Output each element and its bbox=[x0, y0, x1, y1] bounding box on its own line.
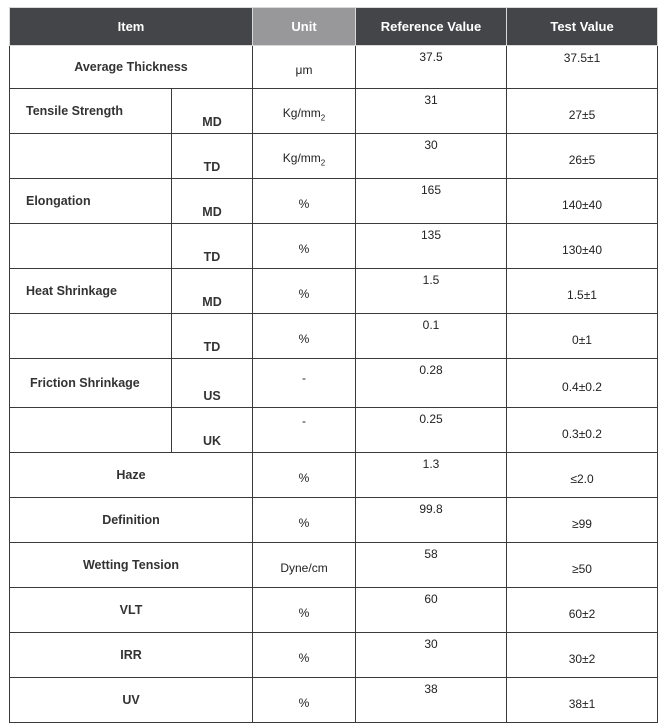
table-row bbox=[10, 134, 658, 179]
sub-label-uk: UK bbox=[172, 408, 253, 453]
table-row bbox=[10, 179, 658, 224]
test-cell: ≥50 bbox=[507, 543, 658, 588]
unit-cell: Dyne/cm bbox=[253, 543, 356, 588]
reference-cell: 165 bbox=[356, 179, 507, 224]
sub-label-td: TD bbox=[172, 134, 253, 179]
test-cell: 130±40 bbox=[507, 224, 658, 269]
empty-cell bbox=[10, 314, 172, 359]
test-cell: 37.5±1 bbox=[507, 46, 658, 89]
sub-label-td: TD bbox=[172, 224, 253, 269]
test-cell: 140±40 bbox=[507, 179, 658, 224]
unit-cell: % bbox=[253, 179, 356, 224]
table-row bbox=[10, 453, 658, 498]
table-row bbox=[10, 89, 658, 134]
empty-cell bbox=[10, 408, 172, 453]
reference-cell: 30 bbox=[356, 633, 507, 678]
table-row bbox=[10, 46, 658, 89]
reference-cell: 99.8 bbox=[356, 498, 507, 543]
unit-superscript: 2 bbox=[320, 158, 326, 168]
test-cell: ≤2.0 bbox=[507, 453, 658, 498]
row-label-elongation: Elongation bbox=[10, 179, 172, 224]
row-label-vlt: VLT bbox=[10, 588, 253, 633]
row-label-haze: Haze bbox=[10, 453, 253, 498]
test-cell: 0.3±0.2 bbox=[507, 408, 658, 453]
unit-cell: % bbox=[253, 678, 356, 723]
unit-cell: % bbox=[253, 453, 356, 498]
unit-cell bbox=[253, 89, 356, 134]
unit-text: Kg/mm bbox=[282, 150, 321, 165]
table-row bbox=[10, 408, 658, 453]
table-row bbox=[10, 269, 658, 314]
table-row bbox=[10, 543, 658, 588]
table-row bbox=[10, 359, 658, 408]
reference-cell: 1.3 bbox=[356, 453, 507, 498]
row-label-average-thickness: Average Thickness bbox=[10, 46, 253, 89]
reference-cell: 30 bbox=[356, 134, 507, 179]
reference-cell: 38 bbox=[356, 678, 507, 723]
unit-cell: % bbox=[253, 269, 356, 314]
table-row bbox=[10, 588, 658, 633]
unit-cell: % bbox=[253, 314, 356, 359]
test-cell: 30±2 bbox=[507, 633, 658, 678]
test-cell: 27±5 bbox=[507, 89, 658, 134]
header-reference: Reference Value bbox=[356, 8, 507, 46]
reference-cell: 37.5 bbox=[356, 46, 507, 89]
reference-cell: 135 bbox=[356, 224, 507, 269]
unit-cell: μm bbox=[253, 46, 356, 89]
table-row bbox=[10, 224, 658, 269]
test-cell: ≥99 bbox=[507, 498, 658, 543]
test-cell: 0.4±0.2 bbox=[507, 359, 658, 408]
sub-label-md: MD bbox=[172, 89, 253, 134]
row-label-tensile-strength: Tensile Strength bbox=[10, 89, 172, 134]
table-row bbox=[10, 498, 658, 543]
row-label-wetting-tension: Wetting Tension bbox=[10, 543, 253, 588]
table-row bbox=[10, 633, 658, 678]
empty-cell bbox=[10, 224, 172, 269]
reference-cell: 60 bbox=[356, 588, 507, 633]
header-test: Test Value bbox=[507, 8, 658, 46]
unit-cell: - bbox=[253, 408, 356, 453]
unit-superscript: 2 bbox=[320, 113, 326, 123]
spec-table-container bbox=[9, 7, 658, 723]
unit-cell: % bbox=[253, 224, 356, 269]
spec-table bbox=[9, 7, 658, 723]
header-row bbox=[10, 8, 658, 46]
empty-cell bbox=[10, 134, 172, 179]
sub-label-us: US bbox=[172, 359, 253, 408]
row-label-definition: Definition bbox=[10, 498, 253, 543]
header-item: Item bbox=[10, 8, 253, 46]
row-label-uv: UV bbox=[10, 678, 253, 723]
sub-label-md: MD bbox=[172, 269, 253, 314]
reference-cell: 58 bbox=[356, 543, 507, 588]
unit-cell: - bbox=[253, 359, 356, 408]
test-cell: 26±5 bbox=[507, 134, 658, 179]
unit-cell: % bbox=[253, 498, 356, 543]
unit-cell: % bbox=[253, 588, 356, 633]
test-cell: 38±1 bbox=[507, 678, 658, 723]
sub-label-md: MD bbox=[172, 179, 253, 224]
row-label-heat-shrinkage: Heat Shrinkage bbox=[10, 269, 172, 314]
reference-cell: 0.25 bbox=[356, 408, 507, 453]
header-unit: Unit bbox=[253, 8, 356, 46]
sub-label-td: TD bbox=[172, 314, 253, 359]
reference-cell: 0.1 bbox=[356, 314, 507, 359]
test-cell: 60±2 bbox=[507, 588, 658, 633]
test-cell: 0±1 bbox=[507, 314, 658, 359]
unit-cell bbox=[253, 134, 356, 179]
row-label-irr: IRR bbox=[10, 633, 253, 678]
reference-cell: 0.28 bbox=[356, 359, 507, 408]
table-row bbox=[10, 678, 658, 723]
test-cell: 1.5±1 bbox=[507, 269, 658, 314]
table-row bbox=[10, 314, 658, 359]
reference-cell: 1.5 bbox=[356, 269, 507, 314]
unit-text: Kg/mm bbox=[282, 105, 321, 120]
row-label-friction-shrinkage: Friction Shrinkage bbox=[10, 359, 172, 408]
unit-cell: % bbox=[253, 633, 356, 678]
reference-cell: 31 bbox=[356, 89, 507, 134]
